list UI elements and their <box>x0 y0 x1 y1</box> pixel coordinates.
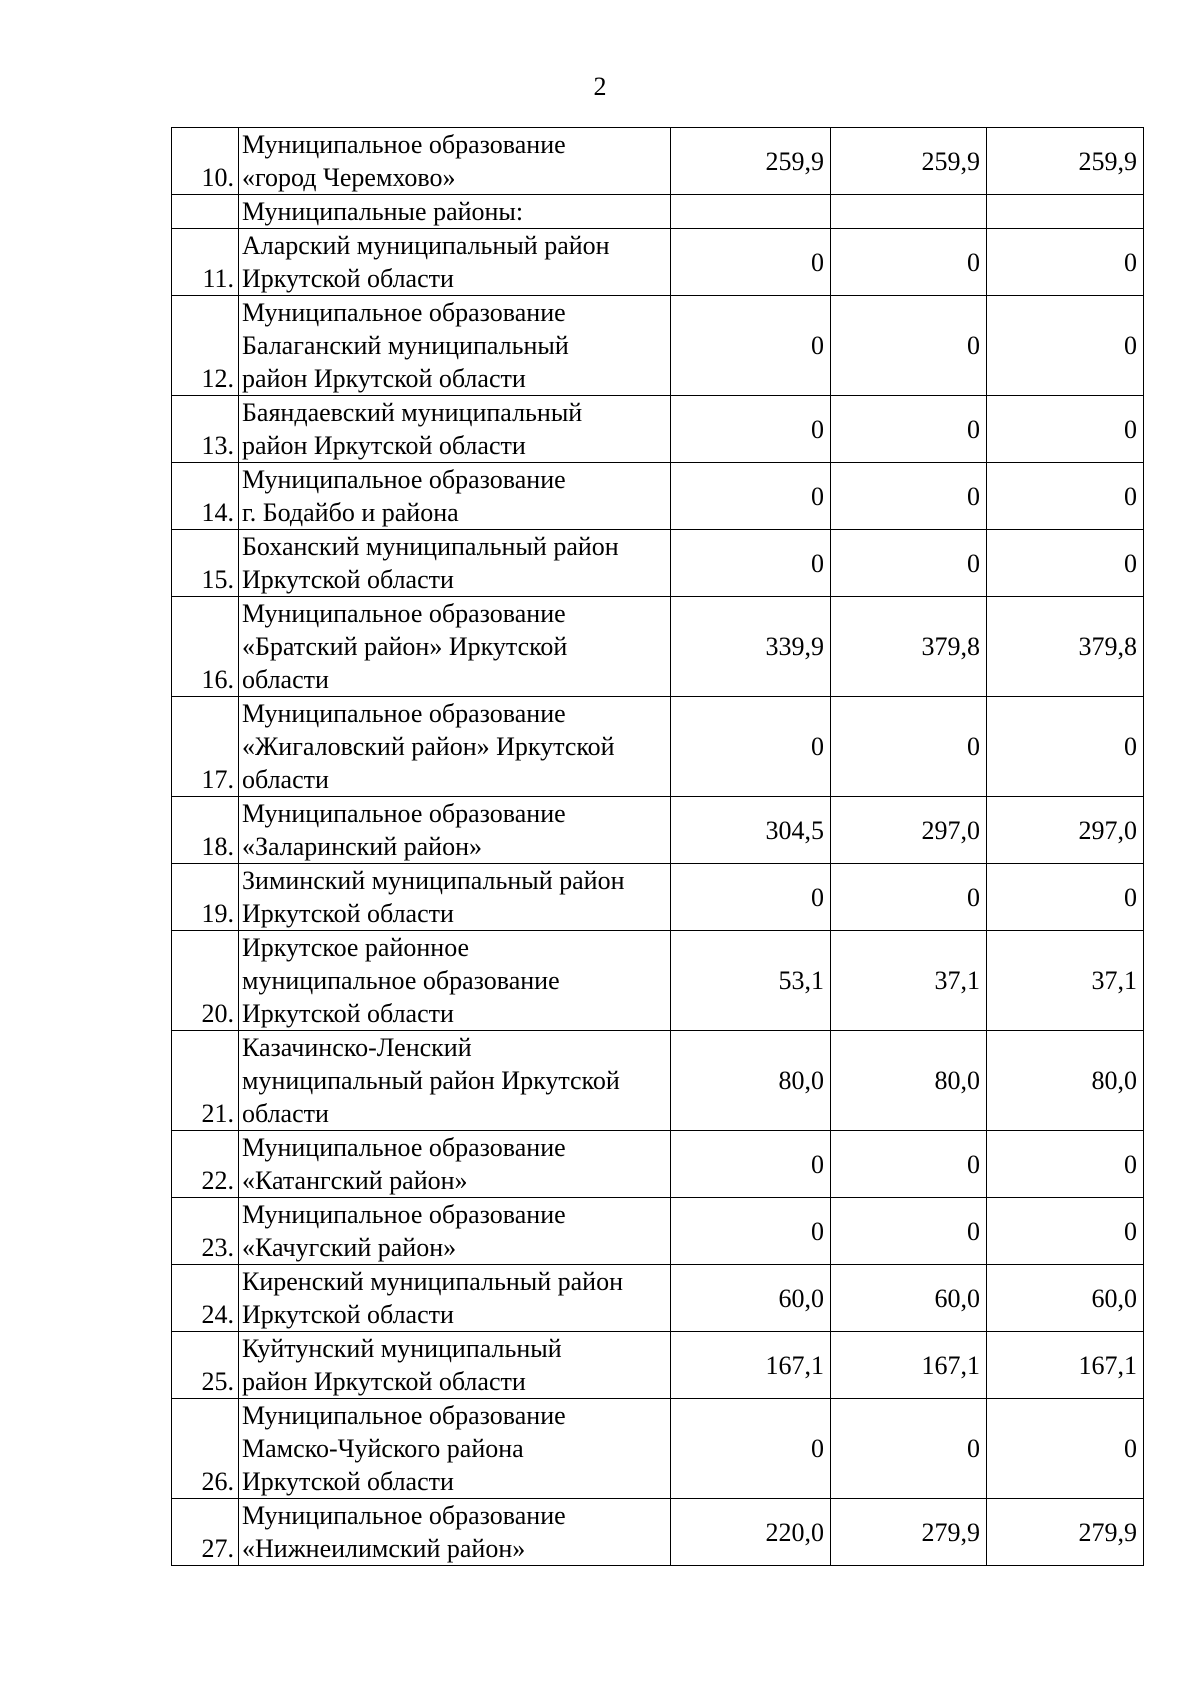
row-value-1: 167,1 <box>671 1332 831 1399</box>
row-value-3: 0 <box>987 1131 1144 1198</box>
row-number: 21. <box>172 1031 239 1131</box>
table-row <box>172 1399 1144 1499</box>
table-row <box>172 1265 1144 1332</box>
row-value-1: 220,0 <box>671 1499 831 1566</box>
row-name: Аларский муниципальный район Иркутской области <box>239 229 671 296</box>
row-name: Зиминский муниципальный район Иркутской области <box>239 864 671 931</box>
row-name: Баяндаевский муниципальный район Иркутской области <box>239 396 671 463</box>
row-name: Муниципальное образование «Заларинский район» <box>239 797 671 864</box>
row-value-1: 0 <box>671 229 831 296</box>
row-value-3: 167,1 <box>987 1332 1144 1399</box>
table-row <box>172 864 1144 931</box>
row-value-2: 379,8 <box>831 597 987 697</box>
row-name: Муниципальное образование «город Черемхово» <box>239 128 671 195</box>
table-row <box>172 463 1144 530</box>
row-value-2: 0 <box>831 864 987 931</box>
row-number: 25. <box>172 1332 239 1399</box>
row-number: 13. <box>172 396 239 463</box>
table-row <box>172 597 1144 697</box>
row-name: Муниципальное образование «Жигаловский район» Иркутской области <box>239 697 671 797</box>
row-name: Казачинско-Ленский муниципальный район Иркутской области <box>239 1031 671 1131</box>
row-value-2: 0 <box>831 396 987 463</box>
row-value-3: 0 <box>987 530 1144 597</box>
row-value-2: 0 <box>831 1399 987 1499</box>
row-name: Куйтунский муниципальный район Иркутской области <box>239 1332 671 1399</box>
table-row <box>172 530 1144 597</box>
row-value-3: 297,0 <box>987 797 1144 864</box>
row-name: Киренский муниципальный район Иркутской области <box>239 1265 671 1332</box>
row-value-2 <box>831 195 987 229</box>
table-row <box>172 1499 1144 1566</box>
row-number: 20. <box>172 931 239 1031</box>
row-number: 24. <box>172 1265 239 1332</box>
row-number: 27. <box>172 1499 239 1566</box>
row-value-2: 279,9 <box>831 1499 987 1566</box>
row-number: 12. <box>172 296 239 396</box>
row-value-3: 379,8 <box>987 597 1144 697</box>
row-value-1: 0 <box>671 864 831 931</box>
row-value-1: 0 <box>671 1131 831 1198</box>
row-value-3: 0 <box>987 296 1144 396</box>
row-number: 15. <box>172 530 239 597</box>
row-value-1: 304,5 <box>671 797 831 864</box>
row-name: Боханский муниципальный район Иркутской области <box>239 530 671 597</box>
row-number: 23. <box>172 1198 239 1265</box>
row-value-1: 0 <box>671 296 831 396</box>
table-row <box>172 1332 1144 1399</box>
row-value-2: 259,9 <box>831 128 987 195</box>
row-value-3: 259,9 <box>987 128 1144 195</box>
row-value-2: 0 <box>831 229 987 296</box>
row-value-2: 0 <box>831 1131 987 1198</box>
row-value-2: 0 <box>831 463 987 530</box>
table-row <box>172 697 1144 797</box>
row-number: 22. <box>172 1131 239 1198</box>
row-value-1: 0 <box>671 396 831 463</box>
row-number: 10. <box>172 128 239 195</box>
row-value-1 <box>671 195 831 229</box>
row-name: Муниципальное образование Мамско-Чуйского района Иркутской области <box>239 1399 671 1499</box>
row-number: 16. <box>172 597 239 697</box>
table-row <box>172 1198 1144 1265</box>
row-value-2: 0 <box>831 530 987 597</box>
table-row <box>172 797 1144 864</box>
municipal-table <box>171 127 1144 1566</box>
row-value-3: 0 <box>987 229 1144 296</box>
table-row <box>172 128 1144 195</box>
row-value-1: 0 <box>671 1399 831 1499</box>
table-row <box>172 296 1144 396</box>
table-row <box>172 396 1144 463</box>
row-value-1: 0 <box>671 1198 831 1265</box>
row-value-3: 37,1 <box>987 931 1144 1031</box>
row-value-3: 0 <box>987 1198 1144 1265</box>
row-name: Муниципальное образование «Нижнеилимский район» <box>239 1499 671 1566</box>
row-value-1: 60,0 <box>671 1265 831 1332</box>
row-name: Муниципальное образование «Катангский район» <box>239 1131 671 1198</box>
row-value-2: 0 <box>831 1198 987 1265</box>
row-value-3: 60,0 <box>987 1265 1144 1332</box>
row-number <box>172 195 239 229</box>
row-number: 26. <box>172 1399 239 1499</box>
row-name: Иркутское районное муниципальное образование Иркутской области <box>239 931 671 1031</box>
section-row <box>172 195 1144 229</box>
row-value-1: 0 <box>671 697 831 797</box>
row-number: 19. <box>172 864 239 931</box>
row-value-2: 60,0 <box>831 1265 987 1332</box>
row-value-2: 297,0 <box>831 797 987 864</box>
section-heading: Муниципальные районы: <box>239 195 671 229</box>
row-number: 17. <box>172 697 239 797</box>
row-value-3: 80,0 <box>987 1031 1144 1131</box>
row-number: 18. <box>172 797 239 864</box>
table-row <box>172 931 1144 1031</box>
row-value-3: 0 <box>987 1399 1144 1499</box>
row-value-2: 0 <box>831 697 987 797</box>
table-row <box>172 1131 1144 1198</box>
row-value-1: 80,0 <box>671 1031 831 1131</box>
row-value-1: 339,9 <box>671 597 831 697</box>
row-name: Муниципальное образование «Братский район» Иркутской области <box>239 597 671 697</box>
row-name: Муниципальное образование Балаганский муниципальный район Иркутской области <box>239 296 671 396</box>
table-row <box>172 1031 1144 1131</box>
row-number: 14. <box>172 463 239 530</box>
row-name: Муниципальное образование «Качугский район» <box>239 1198 671 1265</box>
page-number: 2 <box>593 72 607 101</box>
row-value-1: 0 <box>671 530 831 597</box>
table-row <box>172 229 1144 296</box>
row-value-2: 37,1 <box>831 931 987 1031</box>
row-value-3: 0 <box>987 864 1144 931</box>
row-value-3: 0 <box>987 697 1144 797</box>
row-value-3 <box>987 195 1144 229</box>
row-value-3: 0 <box>987 396 1144 463</box>
row-value-1: 259,9 <box>671 128 831 195</box>
row-value-2: 80,0 <box>831 1031 987 1131</box>
row-value-2: 0 <box>831 296 987 396</box>
row-value-1: 53,1 <box>671 931 831 1031</box>
row-value-2: 167,1 <box>831 1332 987 1399</box>
row-value-1: 0 <box>671 463 831 530</box>
row-value-3: 0 <box>987 463 1144 530</box>
row-number: 11. <box>172 229 239 296</box>
row-name: Муниципальное образование г. Бодайбо и района <box>239 463 671 530</box>
row-value-3: 279,9 <box>987 1499 1144 1566</box>
